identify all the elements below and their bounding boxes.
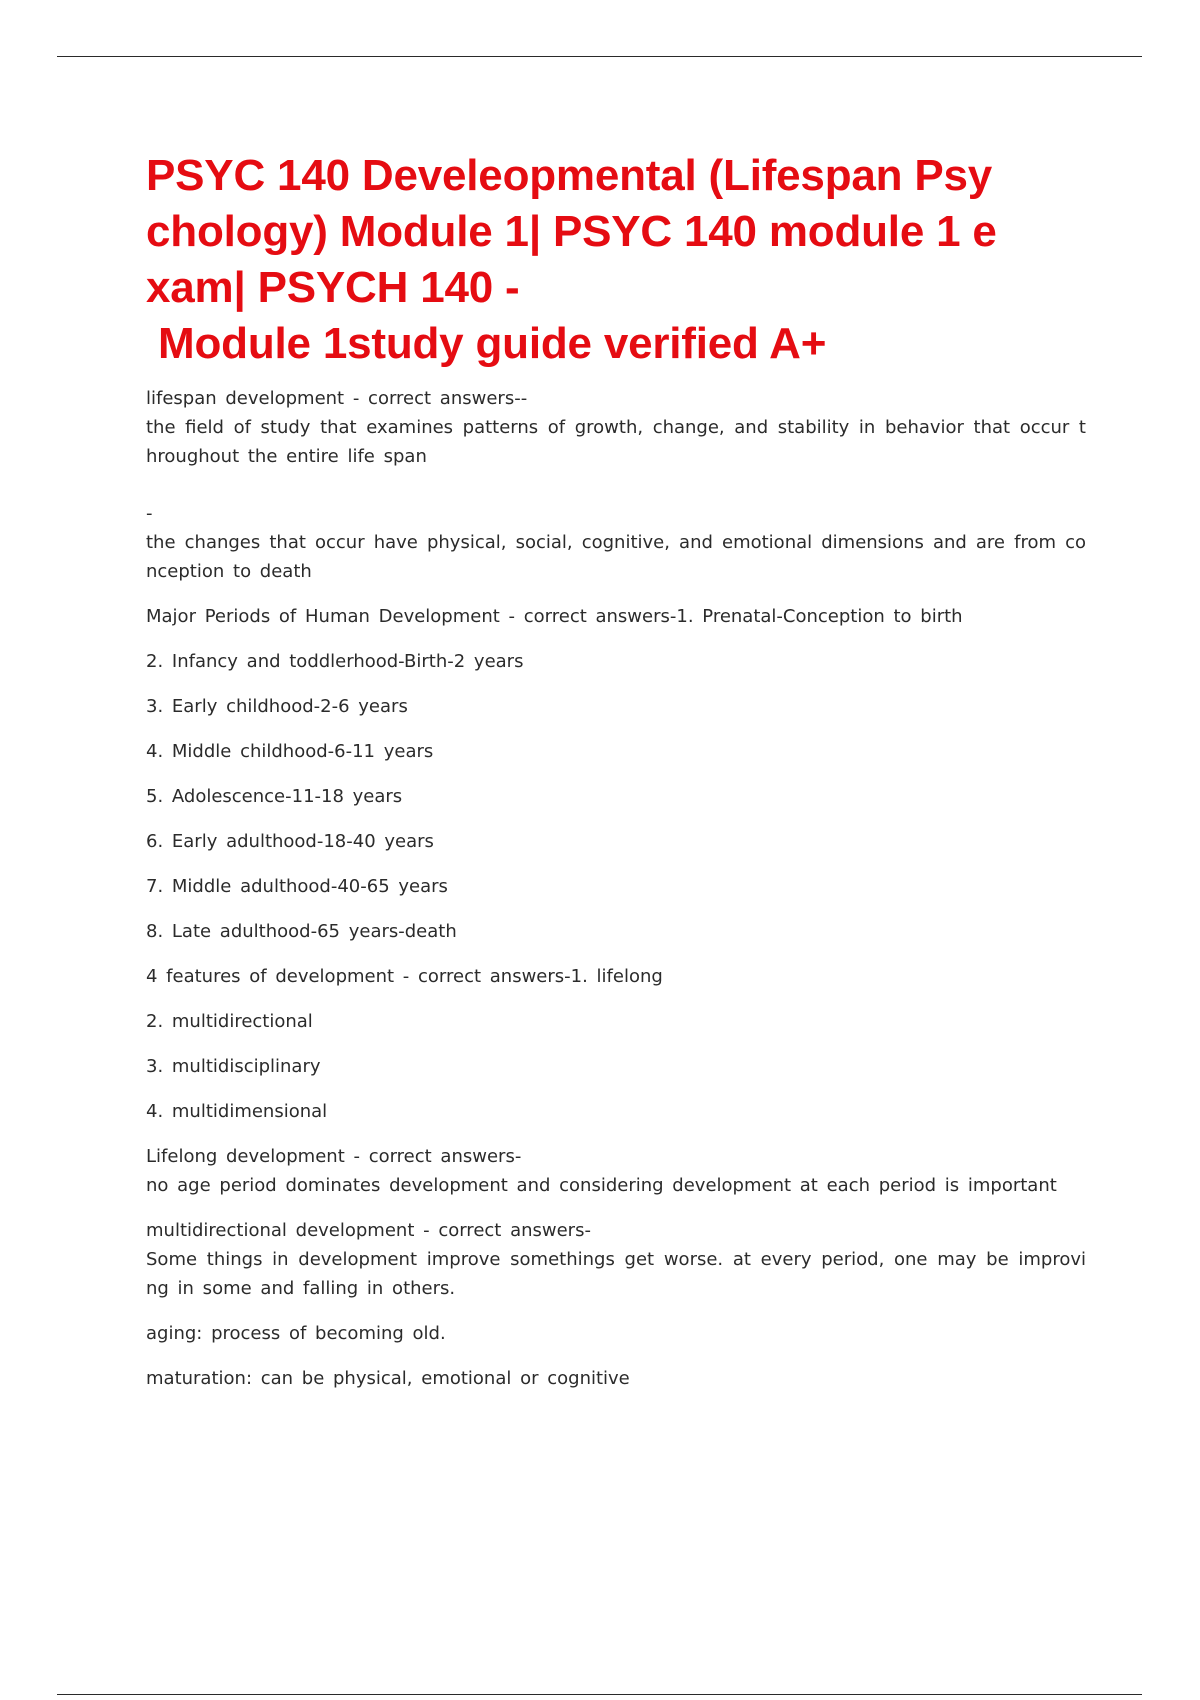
- list-item: [146, 917, 1086, 946]
- entry-changes-dimensions: [146, 499, 1086, 586]
- entry-line: 6. Early adulthood-18-40 years: [146, 831, 434, 852]
- entry-line: 4 features of development - correct answers-1. lifelong: [146, 966, 663, 987]
- top-rule: [57, 56, 1142, 57]
- entry-line: lifespan development - correct answers--: [146, 388, 528, 409]
- entry-line: aging: process of becoming old.: [146, 1323, 446, 1344]
- list-item: [146, 1052, 1086, 1081]
- entry-four-features: [146, 962, 1086, 991]
- title-line: PSYC 140 Develeopmental (Lifespan Psy: [146, 151, 993, 200]
- list-item: [146, 737, 1086, 766]
- title-line: xam| PSYCH 140 -: [146, 263, 520, 312]
- entry-line: the field of study that examines patterns of growth, change, and stability in behavior that occur t: [146, 417, 1086, 438]
- list-item: [146, 692, 1086, 721]
- list-item: [146, 872, 1086, 901]
- entry-line: 7. Middle adulthood-40-65 years: [146, 876, 448, 897]
- title-line: Module 1study guide verified A+: [146, 319, 827, 368]
- entry-line: hroughout the entire life span: [146, 446, 427, 467]
- entry-line: 4. multidimensional: [146, 1101, 328, 1122]
- entry-line: the changes that occur have physical, social, cognitive, and emotional dimensions and are from co: [146, 532, 1086, 553]
- entry-line: Lifelong development - correct answers-: [146, 1146, 522, 1167]
- entry-line: multidirectional development - correct answers-: [146, 1220, 591, 1241]
- list-item: [146, 1007, 1086, 1036]
- entry-line: -: [146, 503, 153, 524]
- entry-line: Major Periods of Human Development - correct answers-1. Prenatal-Conception to birth: [146, 606, 963, 627]
- entry-line: nception to death: [146, 561, 312, 582]
- entry-line: maturation: can be physical, emotional or cognitive: [146, 1368, 630, 1389]
- entry-major-periods: [146, 602, 1086, 631]
- entry-line: 2. multidirectional: [146, 1011, 313, 1032]
- entry-line: Some things in development improve somethings get worse. at every period, one may be improvi: [146, 1249, 1086, 1270]
- list-item: [146, 647, 1086, 676]
- document-title: [146, 148, 1096, 372]
- list-item: [146, 1097, 1086, 1126]
- document-body: [146, 384, 1086, 1409]
- entry-lifespan-development: [146, 384, 1086, 471]
- list-item: [146, 782, 1086, 811]
- entry-aging: [146, 1319, 1086, 1348]
- entry-line: 3. Early childhood-2-6 years: [146, 696, 408, 717]
- entry-line: no age period dominates development and considering development at each period is important: [146, 1175, 1057, 1196]
- entry-line: 3. multidisciplinary: [146, 1056, 321, 1077]
- title-line: chology) Module 1| PSYC 140 module 1 e: [146, 207, 997, 256]
- entry-line: 2. Infancy and toddlerhood-Birth-2 years: [146, 651, 524, 672]
- entry-maturation: [146, 1364, 1086, 1393]
- list-item: [146, 827, 1086, 856]
- entry-line: 8. Late adulthood-65 years-death: [146, 921, 457, 942]
- entry-line: 5. Adolescence-11-18 years: [146, 786, 403, 807]
- spacer: [146, 487, 1086, 499]
- entry-multidirectional-development: [146, 1216, 1086, 1303]
- entry-lifelong-development: [146, 1142, 1086, 1200]
- bottom-rule: [57, 1694, 1142, 1695]
- entry-line: ng in some and falling in others.: [146, 1278, 456, 1299]
- entry-line: 4. Middle childhood-6-11 years: [146, 741, 434, 762]
